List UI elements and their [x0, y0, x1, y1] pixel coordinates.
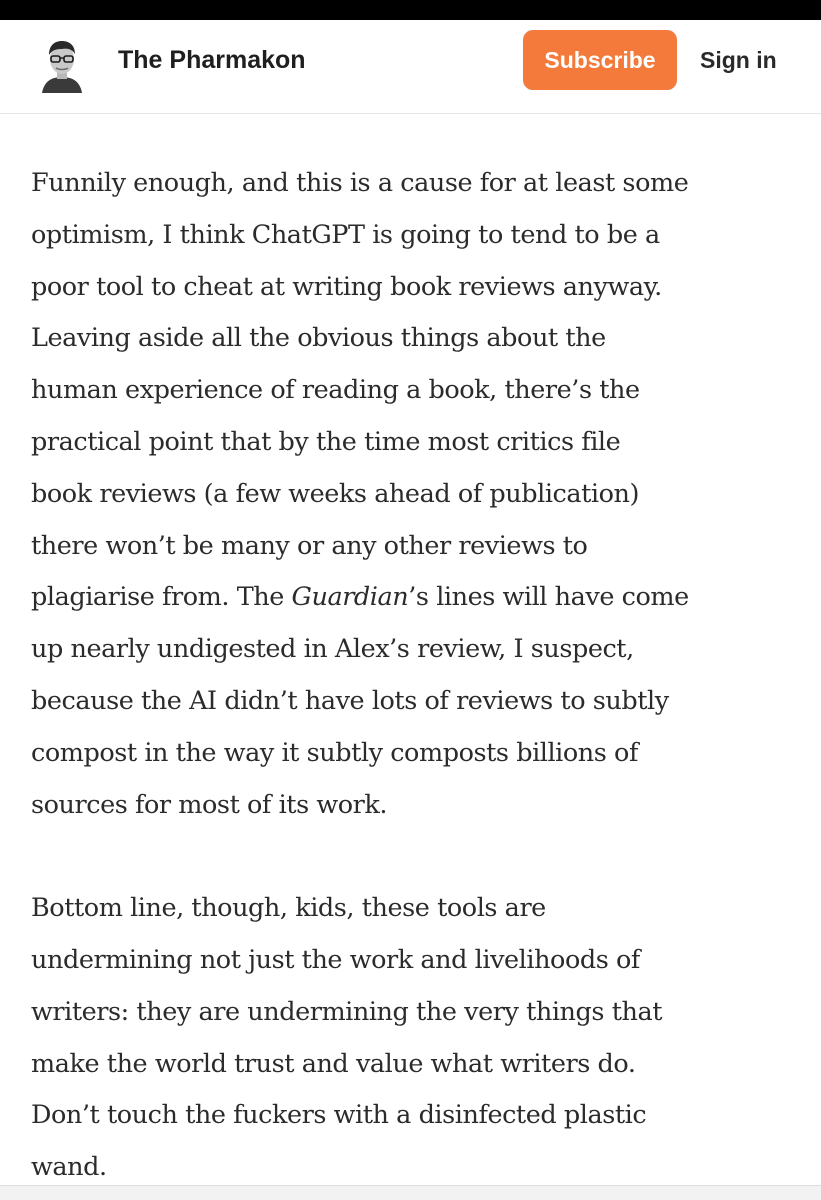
text-line: Funnily enough, and this is a cause for at least some	[31, 168, 689, 198]
article-body	[31, 158, 801, 1194]
text-line: sources for most of its work.	[31, 789, 388, 820]
text-line: there won’t be many or any other reviews to	[31, 530, 588, 561]
text-line: Don’t touch the fuckers with a disinfected plastic	[31, 1100, 647, 1131]
text-line: up nearly undigested in Alex’s review, I suspect,	[31, 634, 634, 665]
bottom-toolbar	[0, 1185, 821, 1200]
text-fragment: ’s lines will have come	[408, 582, 689, 613]
subscribe-button[interactable]: Subscribe	[523, 30, 677, 90]
sign-in-link[interactable]: Sign in	[700, 47, 777, 73]
text-line: practical point that by the time most critics file	[31, 426, 621, 457]
text-line: optimism, I think ChatGPT is going to tend to be a	[31, 219, 660, 250]
text-line	[31, 572, 801, 624]
text-line: because the AI didn’t have lots of reviews to subtly	[31, 685, 669, 716]
text-line: human experience of reading a book, there’s the	[31, 375, 640, 406]
author-avatar-icon[interactable]	[36, 37, 88, 93]
status-bar	[0, 0, 821, 20]
publication-title-italic: Guardian	[291, 582, 409, 613]
text-line: writers: they are undermining the very things that	[31, 996, 663, 1027]
text-line: book reviews (a few weeks ahead of publication)	[31, 478, 639, 509]
paragraph-spacer	[31, 831, 801, 883]
text-line: poor tool to cheat at writing book reviews anyway.	[31, 271, 662, 302]
paragraph	[31, 158, 801, 831]
text-line: wand.	[31, 1152, 107, 1183]
paragraph	[31, 883, 801, 1194]
publication-name[interactable]: The Pharmakon	[118, 46, 306, 74]
text-line: make the world trust and value what writers do.	[31, 1048, 636, 1079]
text-line: Leaving aside all the obvious things about the	[31, 323, 606, 354]
text-line: Bottom line, though, kids, these tools are	[31, 893, 546, 924]
publication-header	[0, 20, 821, 114]
text-line: compost in the way it subtly composts billions of	[31, 737, 638, 768]
text-fragment: plagiarise from. The	[31, 582, 292, 613]
text-line: undermining not just the work and livelihoods of	[31, 944, 640, 975]
